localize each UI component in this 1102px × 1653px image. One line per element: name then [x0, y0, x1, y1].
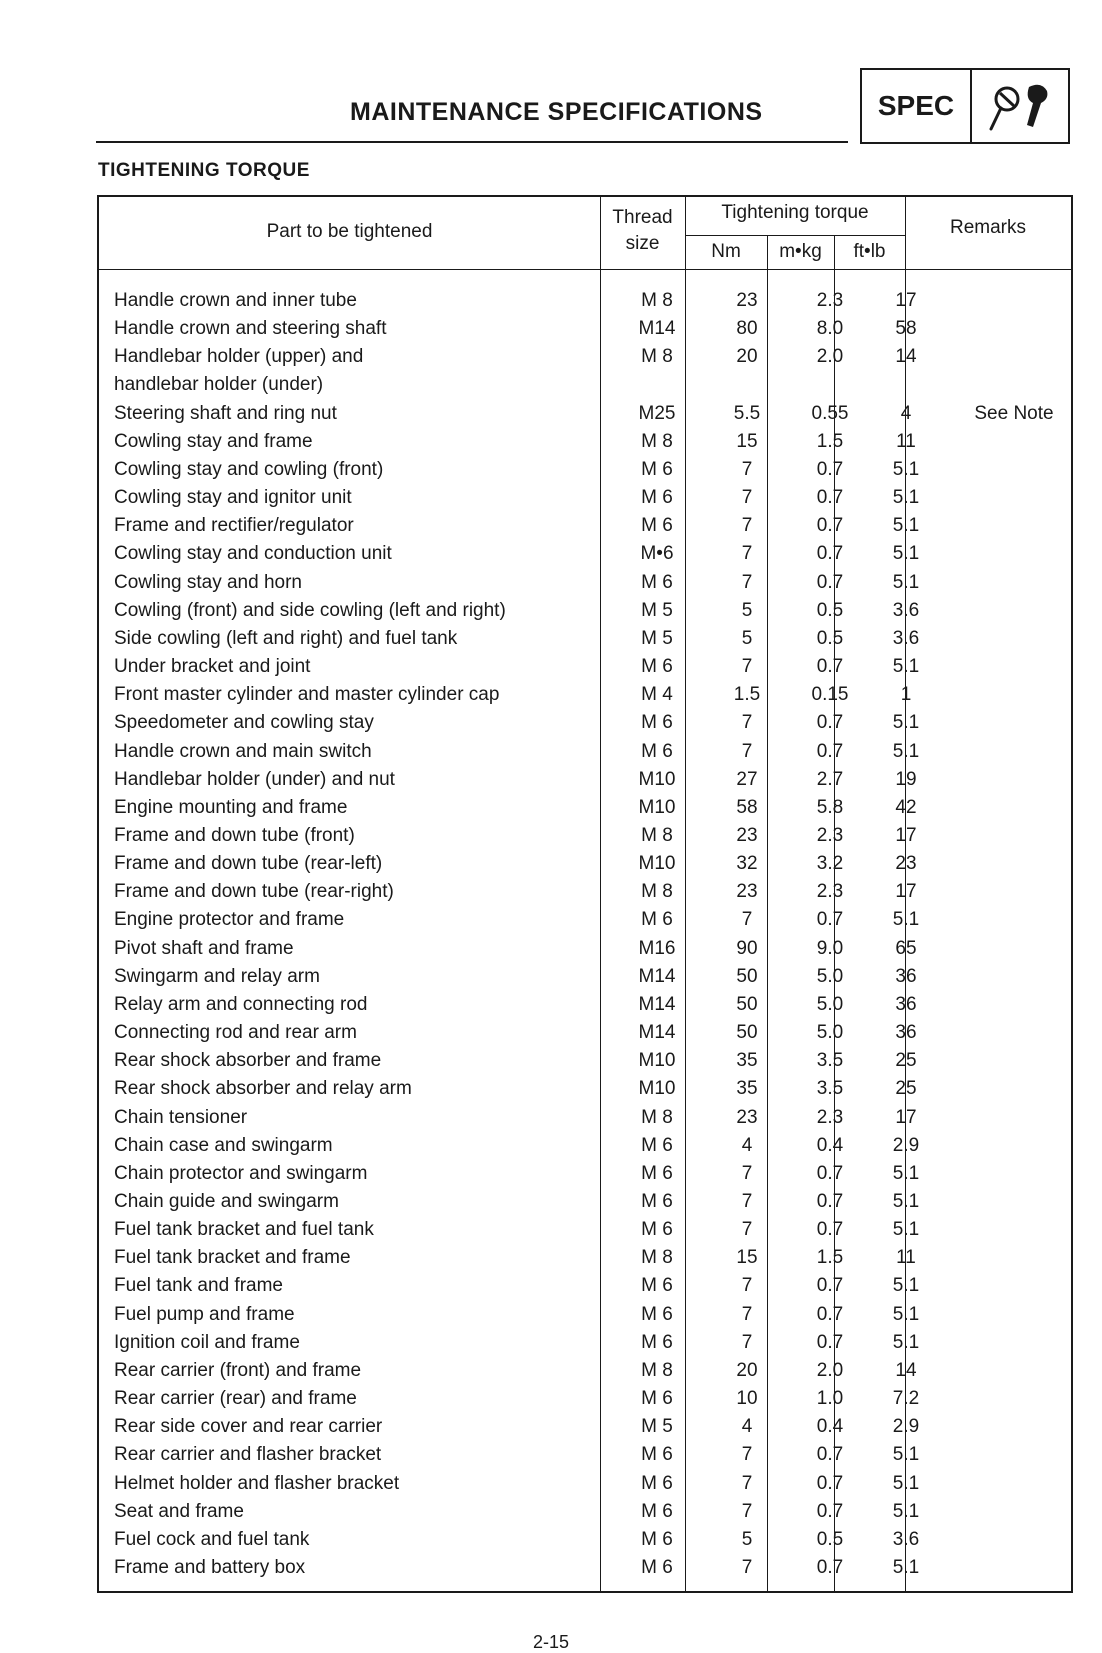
cell-thread: M 6: [641, 1191, 673, 1212]
table-row: [99, 1415, 1071, 1443]
cell-nm: 50: [736, 965, 758, 987]
cell-thread: M10: [638, 796, 676, 818]
table-row: [99, 1218, 1071, 1246]
cell-part: Frame and battery box: [114, 1557, 306, 1579]
cell-part: Relay arm and connecting rod: [114, 993, 368, 1015]
cell-nm: 7: [741, 515, 753, 537]
cell-mkg: 0.7: [816, 1444, 844, 1466]
page-number: 2-15: [532, 1632, 570, 1652]
cell-nm: 20: [736, 346, 758, 368]
cell-part: Rear carrier (front) and frame: [114, 1359, 362, 1381]
header-remarks: Remarks: [949, 217, 1026, 238]
cell-thread: M 6: [641, 1500, 673, 1522]
header-torque: Tightening torque: [721, 202, 869, 223]
table-row: [99, 1134, 1071, 1162]
cell-mkg: 0.7: [816, 656, 844, 678]
table-row: [99, 768, 1071, 796]
cell-nm: 50: [736, 993, 758, 1015]
cell-nm: 7: [741, 1303, 753, 1325]
cell-ftlb: 1: [900, 684, 912, 706]
cell-ftlb: 4: [900, 402, 912, 424]
cell-nm: 4: [741, 1134, 753, 1156]
cell-thread: M 8: [641, 290, 673, 311]
cell-thread: M 6: [641, 1162, 673, 1184]
cell-mkg: 0.7: [816, 1472, 844, 1494]
cell-part: Handle crown and steering shaft: [114, 318, 387, 340]
table-row: [99, 1303, 1071, 1331]
cell-thread: M 4: [641, 684, 673, 706]
cell-ftlb: 2.9: [892, 1134, 920, 1156]
cell-thread: M 6: [641, 515, 673, 537]
cell-ftlb: 36: [895, 993, 917, 1015]
cell-part: Cowling stay and ignitor unit: [114, 487, 352, 509]
cell-nm: 80: [736, 318, 758, 340]
cell-mkg: 3.5: [816, 1050, 844, 1072]
cell-thread: M 6: [641, 1528, 673, 1550]
cell-thread: M 8: [641, 824, 673, 846]
cell-nm: 7: [741, 1500, 753, 1522]
wrench-tools-icon: [972, 70, 1068, 142]
cell-mkg: 0.7: [816, 712, 844, 734]
table-row: [99, 1106, 1071, 1134]
cell-thread: M10: [638, 1078, 676, 1100]
cell-mkg: 2.0: [816, 346, 844, 368]
cell-ftlb: 5.1: [892, 1472, 920, 1494]
table-row: [99, 1359, 1071, 1387]
cell-nm: 35: [736, 1050, 758, 1072]
cell-thread: M 8: [641, 346, 673, 368]
cell-mkg: 0.55: [811, 402, 849, 424]
table-row: [99, 402, 1071, 430]
cell-thread: M10: [638, 853, 676, 875]
cell-ftlb: 3.6: [892, 1528, 920, 1550]
cell-part: Fuel cock and fuel tank: [114, 1528, 310, 1550]
cell-thread: M10: [638, 1050, 676, 1072]
cell-mkg: 5.8: [816, 796, 844, 818]
cell-mkg: 0.7: [816, 1275, 844, 1297]
header-thread-1: Thread: [612, 207, 673, 228]
cell-nm: 23: [736, 824, 758, 846]
cell-ftlb: 5.1: [892, 712, 920, 734]
cell-mkg: 0.7: [816, 1219, 844, 1241]
cell-part: Helmet holder and flasher bracket: [114, 1472, 400, 1494]
cell-part: Chain tensioner: [114, 1106, 248, 1128]
cell-thread: M 6: [641, 712, 673, 734]
table-row: [99, 458, 1071, 486]
cell-ftlb: 5.1: [892, 1557, 920, 1579]
cell-nm: 35: [736, 1078, 758, 1100]
cell-part: Fuel tank and frame: [114, 1275, 283, 1297]
cell-mkg: 1.5: [816, 430, 844, 452]
cell-nm: 7: [741, 543, 753, 565]
cell-ftlb: 58: [895, 318, 917, 340]
cell-part: Side cowling (left and right) and fuel tank: [114, 627, 458, 649]
cell-ftlb: 5.1: [892, 487, 920, 509]
cell-thread: M 6: [641, 1472, 673, 1494]
cell-part: Pivot shaft and frame: [114, 937, 294, 959]
cell-ftlb: 19: [895, 768, 917, 790]
page-title: MAINTENANCE SPECIFICATIONS: [350, 98, 763, 126]
cell-thread: M•6: [640, 543, 674, 565]
cell-nm: 7: [741, 1444, 753, 1466]
cell-ftlb: 5.1: [892, 1275, 920, 1297]
section-title: TIGHTENING TORQUE: [98, 160, 310, 181]
cell-ftlb: 65: [895, 937, 917, 959]
cell-thread: M 8: [641, 1106, 673, 1128]
cell-nm: 7: [741, 1219, 753, 1241]
header-mkg: m•kg: [779, 241, 822, 262]
table-row: [99, 514, 1071, 542]
cell-ftlb: 25: [895, 1078, 917, 1100]
cell-part: Cowling stay and horn: [114, 571, 302, 593]
cell-nm: 7: [741, 1331, 753, 1353]
cell-thread: M 6: [641, 656, 673, 678]
cell-nm: 7: [741, 487, 753, 509]
spec-badge: [860, 68, 1070, 144]
table-row: [99, 345, 1071, 373]
cell-part: Swingarm and relay arm: [114, 965, 320, 987]
table-row: [99, 1556, 1071, 1584]
cell-mkg: 2.3: [816, 1106, 844, 1128]
cell-thread: M 6: [641, 740, 673, 762]
cell-ftlb: 42: [895, 796, 917, 818]
cell-ftlb: 36: [895, 1022, 917, 1044]
cell-nm: 7: [741, 1191, 753, 1212]
cell-part: Cowling stay and cowling (front): [114, 458, 384, 480]
cell-part: Rear shock absorber and relay arm: [114, 1078, 412, 1100]
cell-mkg: 5.0: [816, 993, 844, 1015]
cell-part: Chain guide and swingarm: [114, 1191, 339, 1212]
cell-ftlb: 36: [895, 965, 917, 987]
cell-ftlb: 5.1: [892, 1191, 920, 1212]
cell-mkg: 2.7: [816, 768, 844, 790]
table-row: [99, 908, 1071, 936]
cell-ftlb: 23: [895, 853, 917, 875]
cell-mkg: 0.7: [816, 543, 844, 565]
cell-part: Connecting rod and rear arm: [114, 1022, 357, 1044]
cell-thread: M 6: [641, 1275, 673, 1297]
cell-ftlb: 5.1: [892, 1331, 920, 1353]
cell-nm: 27: [736, 768, 758, 790]
cell-mkg: 0.7: [816, 571, 844, 593]
cell-thread: M25: [638, 402, 676, 424]
cell-part: Fuel tank bracket and fuel tank: [114, 1219, 374, 1241]
cell-part: handlebar holder (under): [114, 374, 324, 396]
cell-thread: M14: [638, 318, 676, 340]
cell-nm: 15: [736, 1247, 758, 1269]
cell-mkg: 2.3: [816, 881, 844, 903]
cell-part: Frame and down tube (front): [114, 824, 355, 846]
cell-ftlb: 11: [896, 1247, 916, 1269]
cell-ftlb: 3.6: [892, 599, 920, 621]
table-row: [99, 1528, 1071, 1556]
torque-header-rule: [685, 235, 905, 236]
cell-ftlb: 7.2: [892, 1388, 920, 1410]
cell-mkg: 3.5: [816, 1078, 844, 1100]
cell-mkg: 8.0: [816, 318, 844, 340]
table-row: [99, 1274, 1071, 1302]
cell-nm: 90: [736, 937, 758, 959]
cell-mkg: 0.5: [816, 599, 844, 621]
table-row: [99, 1500, 1071, 1528]
table-row: [99, 852, 1071, 880]
cell-thread: M 6: [641, 1303, 673, 1325]
table-body: [99, 289, 1071, 1584]
cell-thread: M 5: [641, 599, 673, 621]
header-part: Part to be tightened: [266, 221, 433, 242]
cell-nm: 1.5: [733, 684, 761, 706]
cell-ftlb: 11: [896, 430, 916, 452]
cell-thread: M 8: [641, 430, 673, 452]
cell-mkg: 2.0: [816, 1359, 844, 1381]
cell-thread: M 5: [641, 1416, 673, 1438]
cell-part: Rear side cover and rear carrier: [114, 1416, 383, 1438]
cell-part: Ignition coil and frame: [114, 1331, 300, 1353]
cell-thread: M 8: [641, 1247, 673, 1269]
cell-nm: 5: [741, 599, 753, 621]
cell-nm: 7: [741, 1472, 753, 1494]
cell-part: Steering shaft and ring nut: [114, 402, 337, 424]
table-row: [99, 740, 1071, 768]
cell-thread: M 6: [641, 1444, 673, 1466]
header-bottom-rule: [99, 269, 1071, 270]
cell-thread: M 6: [641, 571, 673, 593]
cell-thread: M16: [638, 937, 676, 959]
table-row: [99, 1246, 1071, 1274]
cell-mkg: 0.7: [816, 740, 844, 762]
cell-ftlb: 5.1: [892, 1444, 920, 1466]
torque-table: [97, 195, 1073, 1593]
cell-nm: 50: [736, 1022, 758, 1044]
table-row: [99, 1162, 1071, 1190]
cell-ftlb: 5.1: [892, 1303, 920, 1325]
cell-ftlb: 5.1: [892, 515, 920, 537]
table-row: [99, 683, 1071, 711]
cell-part: Frame and down tube (rear-right): [114, 881, 394, 903]
cell-ftlb: 5.1: [892, 1500, 920, 1522]
table-row: [99, 1021, 1071, 1049]
cell-thread: M 6: [641, 1388, 673, 1410]
header-ftlb: ft•lb: [853, 241, 886, 262]
cell-thread: M14: [638, 965, 676, 987]
cell-part: Cowling stay and frame: [114, 430, 313, 452]
table-row: [99, 880, 1071, 908]
cell-nm: 7: [741, 458, 753, 480]
cell-thread: M 6: [641, 1219, 673, 1241]
cell-ftlb: 5.1: [892, 458, 920, 480]
cell-mkg: 0.7: [816, 1191, 844, 1212]
cell-mkg: 0.7: [816, 1331, 844, 1353]
table-row: [99, 1190, 1071, 1218]
cell-part: Rear shock absorber and frame: [114, 1050, 382, 1072]
cell-thread: M 6: [641, 458, 673, 480]
cell-mkg: 0.7: [816, 487, 844, 509]
table-row: [99, 965, 1071, 993]
cell-ftlb: 14: [895, 346, 917, 368]
cell-nm: 32: [736, 853, 758, 875]
cell-part: Seat and frame: [114, 1500, 244, 1522]
cell-mkg: 3.2: [816, 853, 844, 875]
table-row: [99, 937, 1071, 965]
cell-mkg: 0.15: [811, 684, 849, 706]
cell-ftlb: 14: [895, 1359, 917, 1381]
cell-part: Rear carrier (rear) and frame: [114, 1388, 357, 1410]
cell-part: Frame and down tube (rear-left): [114, 853, 383, 875]
cell-nm: 7: [741, 656, 753, 678]
cell-mkg: 0.7: [816, 1500, 844, 1522]
cell-ftlb: 5.1: [892, 571, 920, 593]
cell-nm: 23: [736, 290, 758, 311]
table-row: [99, 824, 1071, 852]
cell-ftlb: 17: [895, 290, 917, 311]
cell-nm: 7: [741, 1557, 753, 1579]
table-row: [99, 655, 1071, 683]
cell-mkg: 1.5: [816, 1247, 844, 1269]
cell-nm: 4: [741, 1416, 753, 1438]
cell-ftlb: 5.1: [892, 1162, 920, 1184]
cell-mkg: 5.0: [816, 1022, 844, 1044]
cell-part: Chain protector and swingarm: [114, 1162, 368, 1184]
cell-nm: 7: [741, 740, 753, 762]
cell-part: Handle crown and main switch: [114, 740, 372, 762]
cell-nm: 5: [741, 1528, 753, 1550]
cell-thread: M 8: [641, 1359, 673, 1381]
cell-thread: M 6: [641, 1134, 673, 1156]
cell-mkg: 0.4: [816, 1134, 844, 1156]
table-row: [99, 317, 1071, 345]
cell-part: Handlebar holder (upper) and: [114, 346, 364, 368]
cell-thread: M 8: [641, 881, 673, 903]
cell-mkg: 0.7: [816, 1162, 844, 1184]
cell-mkg: 0.7: [816, 458, 844, 480]
cell-thread: M14: [638, 1022, 676, 1044]
table-row: [99, 711, 1071, 739]
cell-mkg: 0.5: [816, 627, 844, 649]
cell-mkg: 0.5: [816, 1528, 844, 1550]
cell-mkg: 0.7: [816, 1303, 844, 1325]
cell-part: Speedometer and cowling stay: [114, 712, 374, 734]
cell-mkg: 5.0: [816, 965, 844, 987]
cell-thread: M14: [638, 993, 676, 1015]
cell-part: Handlebar holder (under) and nut: [114, 768, 395, 790]
cell-nm: 5: [741, 627, 753, 649]
cell-ftlb: 25: [895, 1050, 917, 1072]
cell-nm: 23: [736, 881, 758, 903]
cell-nm: 5.5: [733, 402, 761, 424]
table-row: [99, 373, 1071, 401]
cell-ftlb: 5.1: [892, 656, 920, 678]
title-underline: [96, 141, 848, 143]
cell-mkg: 2.3: [816, 290, 844, 311]
cell-thread: M 6: [641, 1557, 673, 1579]
cell-part: Chain case and swingarm: [114, 1134, 333, 1156]
table-row: [99, 571, 1071, 599]
cell-thread: M 6: [641, 1331, 673, 1353]
cell-thread: M10: [638, 768, 676, 790]
cell-mkg: 2.3: [816, 824, 844, 846]
cell-ftlb: 3.6: [892, 627, 920, 649]
header-nm: Nm: [711, 241, 741, 262]
cell-part: Frame and rectifier/regulator: [114, 515, 354, 537]
cell-mkg: 0.7: [816, 515, 844, 537]
cell-nm: 10: [736, 1388, 758, 1410]
table-row: [99, 1443, 1071, 1471]
table-row: [99, 1331, 1071, 1359]
cell-part: Handle crown and inner tube: [114, 290, 357, 311]
cell-nm: 15: [736, 430, 758, 452]
cell-ftlb: 5.1: [892, 740, 920, 762]
cell-part: Cowling stay and conduction unit: [114, 543, 392, 565]
cell-nm: 7: [741, 571, 753, 593]
cell-part: Fuel tank bracket and frame: [114, 1247, 351, 1269]
cell-nm: 7: [741, 1275, 753, 1297]
cell-mkg: 0.4: [816, 1416, 844, 1438]
cell-ftlb: 5.1: [892, 543, 920, 565]
cell-mkg: 0.7: [816, 1557, 844, 1579]
table-row: [99, 1472, 1071, 1500]
cell-mkg: 9.0: [816, 937, 844, 959]
cell-thread: M 6: [641, 909, 673, 931]
cell-thread: M 6: [641, 487, 673, 509]
spec-label: SPEC: [862, 70, 972, 142]
cell-ftlb: 2.9: [892, 1416, 920, 1438]
table-row: [99, 1387, 1071, 1415]
cell-ftlb: 5.1: [892, 909, 920, 931]
cell-part: Engine mounting and frame: [114, 796, 348, 818]
cell-nm: 7: [741, 909, 753, 931]
cell-part: Under bracket and joint: [114, 656, 311, 678]
table-row: [99, 430, 1071, 458]
cell-ftlb: 17: [895, 1106, 917, 1128]
cell-nm: 58: [736, 796, 758, 818]
header-thread-2: size: [625, 233, 660, 254]
cell-part: Engine protector and frame: [114, 909, 345, 931]
cell-nm: 23: [736, 1106, 758, 1128]
cell-ftlb: 17: [895, 881, 917, 903]
cell-nm: 7: [741, 1162, 753, 1184]
cell-part: Front master cylinder and master cylinder cap: [114, 684, 500, 706]
cell-part: Cowling (front) and side cowling (left and right): [114, 599, 506, 621]
table-row: [99, 289, 1071, 317]
table-row: [99, 542, 1071, 570]
cell-nm: 20: [736, 1359, 758, 1381]
cell-mkg: 0.7: [816, 909, 844, 931]
table-row: [99, 627, 1071, 655]
table-row: [99, 1049, 1071, 1077]
cell-part: Fuel pump and frame: [114, 1303, 295, 1325]
cell-ftlb: 5.1: [892, 1219, 920, 1241]
cell-part: Rear carrier and flasher bracket: [114, 1444, 382, 1466]
table-row: [99, 599, 1071, 627]
cell-ftlb: 17: [895, 824, 917, 846]
cell-mkg: 1.0: [816, 1388, 844, 1410]
table-row: [99, 796, 1071, 824]
cell-remarks: See Note: [974, 402, 1054, 424]
cell-nm: 7: [741, 712, 753, 734]
cell-thread: M 5: [641, 627, 673, 649]
table-row: [99, 1077, 1071, 1105]
table-row: [99, 486, 1071, 514]
table-row: [99, 993, 1071, 1021]
